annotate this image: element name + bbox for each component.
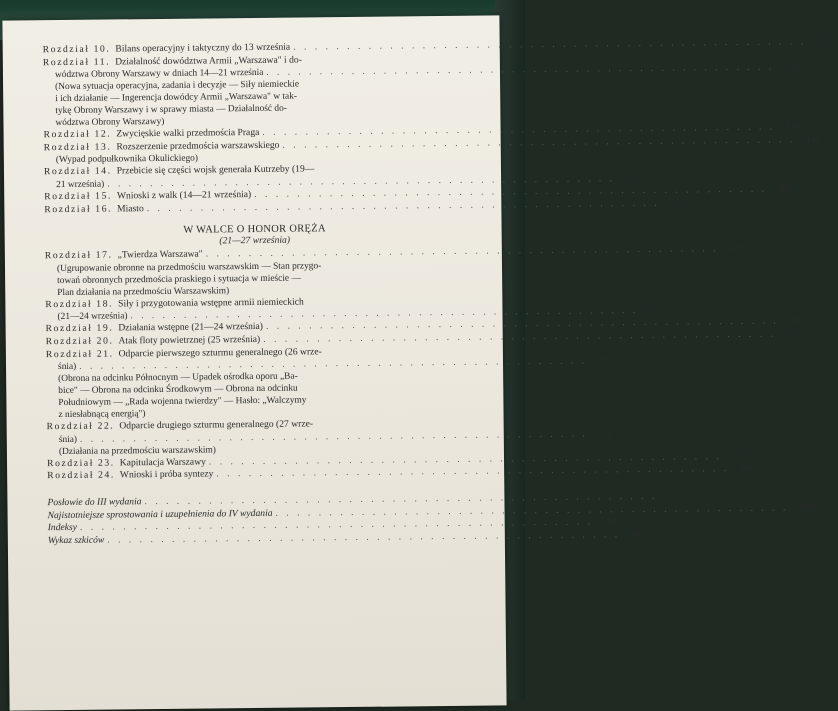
chapter-subtitle: Południowym — „Rada wojenna twierdzy" — Hasło: „Walczymy [58, 395, 307, 409]
leader-dots: . . . . . . . . . . . . . . . . . . . . . . . . . . . . . . . . . . . . . . . . . . . . . . . . [205, 243, 719, 260]
page-number: 215 [786, 328, 802, 340]
leader-dots: . . . . . . . . . . . . . . . . . . . . . . . . . . . . . . . . . . . . . . . . . . . . . . . . [263, 328, 777, 345]
leader-dots: . . . . . . . . . . . . . . . . . . . . . . . . . . . . . . . . . . . . . . . . . . . . . . . . [208, 450, 722, 468]
chapter-subtitle: (Wypad podpułkownika Okulickiego) [55, 153, 199, 166]
chapter-label: Rozdział 19. [45, 322, 114, 335]
chapter-label: Rozdział 21. [45, 348, 114, 360]
chapter-title: Siły i przygotowania wstępne armii niemieckich [118, 296, 304, 310]
leader-dots: . . . . . . . . . . . . . . . . . . . . . . . . . . . . . . . . . . . . . . . . . . . . . . . . [130, 306, 639, 322]
chapter-label: Rozdział 17. [44, 249, 113, 262]
chapter-title: Wnioski i próba syntezy [119, 468, 214, 481]
chapter-subtitle: wództwa Obrony Warszawy w dniach 14—21 września [54, 68, 264, 81]
page-number: 135 [785, 121, 801, 133]
chapter-label: Rozdział 15. [44, 190, 113, 203]
leader-dots: . . . . . . . . . . . . . . . . . . . . . . . . . . . . . . . . . . . . . . . . . . . . . . . . [79, 356, 587, 372]
toc-part-2 [44, 243, 804, 483]
page-number: 202 [649, 306, 664, 317]
page-number: 281 [603, 516, 618, 528]
chapter-subtitle: wództwa Obrony Warszawy) [55, 117, 165, 129]
chapter-subtitle: (21—24 września) [57, 311, 128, 323]
leader-dots: . . . . . . . . . . . . . . . . . . . . . . . . . . . . . . . . . . . . . . . . . . . . . . . . [275, 501, 789, 519]
leader-dots: . . . . . . . . . . . . . . . . . . . . . . . . . . . . . . . . . . . . . . . . . . . . . . . . [79, 516, 593, 533]
page-number: 236 [598, 428, 613, 440]
chapter-label: Rozdział 24. [47, 469, 115, 482]
chapter-label: Rozdział 14. [43, 165, 112, 178]
page-number: 224 [597, 356, 612, 367]
page-number: 189 [729, 243, 744, 255]
back-matter-title: Posłowie do III wydania [47, 496, 142, 509]
chapter-label: Rozdział 11. [42, 56, 111, 68]
chapter-label: Rozdział 13. [43, 141, 112, 153]
chapter-title: Odparcie drugiego szturmu generalnego (27 wrze- [119, 418, 314, 432]
chapter-subtitle: z niesłabnącą energią") [58, 409, 146, 421]
leader-dots: . . . . . . . . . . . . . . . . . . . . . . . . . . . . . . . . . . . . . . . . . . . . . . . . [79, 429, 588, 445]
leader-dots: . . . . . . . . . . . . . . . . . . . . . . . . . . . . . . . . . . . . . . . . . . . . . . . . [262, 121, 776, 139]
page-number: 145 [805, 133, 821, 145]
toc-back-matter [47, 490, 814, 548]
page-number: 246 [739, 463, 755, 475]
table-of-contents [42, 35, 832, 548]
chapter-label: Rozdział 22. [46, 420, 115, 433]
chapter-title: Miasto [117, 202, 144, 214]
chapter-title: Rozszerzenie przedmościa warszawskiego [116, 139, 280, 153]
chapter-title: „Twierdza Warszawa" [117, 248, 203, 261]
chapter-subtitle: Plan działania na przedmościu Warszawskim) [57, 286, 230, 298]
chapter-title: Wnioski z walk (14—21 września) [116, 188, 252, 202]
leader-dots: . . . . . . . . . . . . . . . . . . . . . . . . . . . . . . . . . . . . . . . . . . . . . . . . [107, 528, 621, 546]
leader-dots: . . . . . . . . . . . . . . . . . . . . . . . . . . . . . . . . . . . . . . . . . . . . . . . . [144, 490, 658, 508]
chapter-label: Rozdział 18. [45, 298, 114, 310]
chapter-label: Rozdział 20. [45, 335, 114, 348]
leader-dots: . . . . . . . . . . . . . . . . . . . . . . . . . . . . . . . . . . . . . . . . . . . . . . . . [282, 134, 796, 151]
back-matter-title: Wykaz szkiców [47, 534, 105, 546]
chapter-title: Odparcie pierwszego szturmu generalnego (26 wrze- [118, 345, 322, 359]
leader-dots: . . . . . . . . . . . . . . . . . . . . . . . . . . . . . . . . . . . . . . . . . . . . . . . . [107, 174, 615, 190]
page-number: 119 [816, 35, 832, 48]
chapter-label: Rozdział 16. [44, 203, 113, 215]
chapter-subtitle: bice" — Obrona na odcinku Środkowym — Obrona na odcinku [58, 383, 298, 397]
leader-dots: . . . . . . . . . . . . . . . . . . . . . . . . . . . . . . . . . . . . . . . . . . . . . . . . [216, 463, 730, 480]
page-number: 278 [798, 501, 814, 513]
page-number: 123 [784, 62, 800, 73]
chapter-subtitle: śnia) [58, 434, 78, 445]
book-page [2, 15, 832, 710]
chapter-title: Działania wstępne (21—24 września) [118, 321, 264, 334]
chapter-title: Atak floty powietrznej (25 września) [118, 333, 261, 347]
leader-dots: . . . . . . . . . . . . . . . . . . . . . . . . . . . . . . . . . . . . . . . . . . . . . . . . [265, 315, 779, 333]
page-number: 302 [630, 528, 646, 540]
chapter-subtitle: (Działania na przedmościu warszawskim) [58, 445, 216, 457]
chapter-label: Rozdział 10. [42, 43, 111, 56]
page-number: 241 [732, 450, 747, 462]
chapter-subtitle: (Obrona na odcinku Północnym — Upadek ośrodka oporu „Ba- [58, 371, 298, 385]
back-matter-title: Indeksy [47, 521, 78, 534]
chapter-subtitle: towań obronnych przedmościa praskiego i sytuacja w mieście — [57, 273, 301, 286]
chapter-title: Zwycięskie walki przedmościa Praga [116, 127, 260, 140]
page-number: 161 [625, 173, 640, 185]
leader-dots: . . . . . . . . . . . . . . . . . . . . . . . . . . . . . . . . . . . . . . . . . . . . . . . . [146, 197, 660, 214]
chapter-title: Kapitulacja Warszawy [119, 456, 206, 469]
section-dates: (21—27 września) [219, 234, 291, 247]
chapter-title: Działalność dowództwa Armii „Warszawa" i do- [115, 54, 302, 68]
page-number: 257 [667, 490, 683, 502]
chapter-label: Rozdział 23. [46, 457, 115, 469]
leader-dots: . . . . . . . . . . . . . . . . . . . . . . . . . . . . . . . . . . . . . . . . . . . . . . . . [266, 62, 775, 79]
chapter-subtitle: (Nowa sytuacja operacyjna, zadania i decyzje — Siły niemieckie [55, 79, 300, 93]
toc-part-1 [42, 35, 832, 217]
section-heading: W WALCE O HONOR ORĘŻA [183, 223, 326, 236]
page-number: 171 [670, 197, 685, 209]
leader-dots: . . . . . . . . . . . . . . . . . . . . . . . . . . . . . . . . . . . . . . . . . . . . . . . . [293, 36, 807, 53]
chapter-title: Przebicie się części wojsk generała Kutrzeby (19— [116, 163, 315, 177]
chapter-subtitle: (Ugrupowanie obronne na przedmościu warszawskim — Stan przygo- [56, 261, 322, 274]
back-matter-title: Najistotniejsze sprostowania i uzupełnienia do IV wydania [47, 507, 273, 521]
chapter-subtitle: tykę Obrony Warszawy i w sprawy miasta — Działalność do- [55, 103, 287, 117]
leader-dots: . . . . . . . . . . . . . . . . . . . . . . . . . . . . . . . . . . . . . . . . . . . . . . . . [254, 183, 768, 200]
page-number: 207 [789, 315, 804, 327]
chapter-title: Bilans operacyjny i taktyczny do 13 września [115, 41, 291, 55]
chapter-subtitle: 21 września) [56, 179, 105, 191]
chapter-label: Rozdział 12. [43, 128, 112, 141]
page-number: 167 [777, 183, 793, 195]
chapter-subtitle: i ich działanie — Ingerencja dowódcy Armii „Warszawa" w tak- [55, 91, 298, 105]
chapter-subtitle: śnia) [57, 361, 77, 373]
